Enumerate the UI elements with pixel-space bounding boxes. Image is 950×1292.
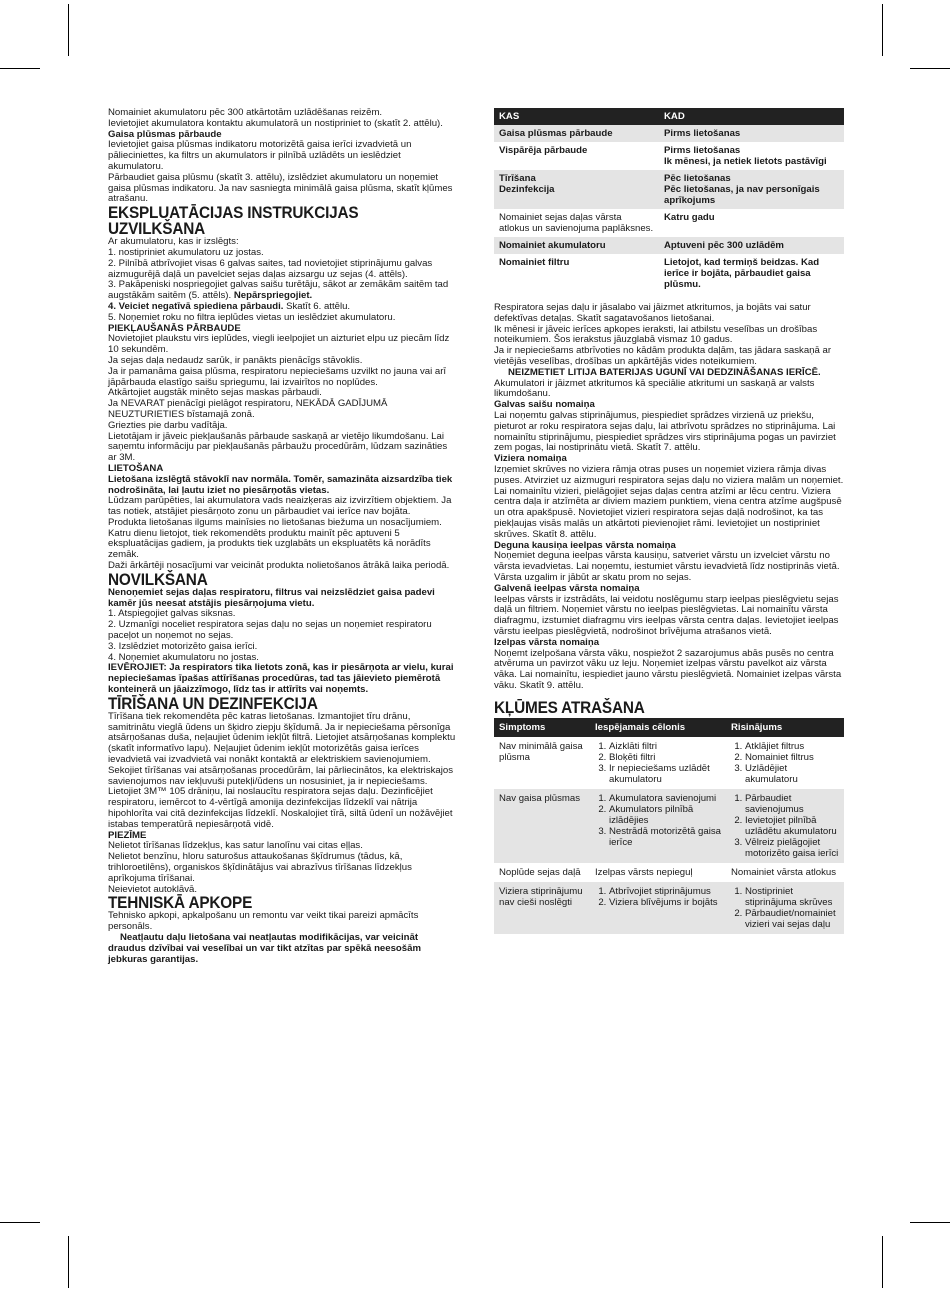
troubleshooting-table [494,718,844,934]
table-row [494,142,844,170]
cause-item: 2. Bloķēti filtri [609,752,721,763]
note-text: Neievietot autoklāvā. [108,883,198,895]
inhalation-text: Ieelpas vārsts ir izstrādāts, lai veidotu noslēgumu starp ieelpas pieslēgvietu sejas daļā un filtriem. Noņemiet vārstu no ieelpas pieslēgvietas. Lai nomainītu vārsta diafragmu, izstumiet diafragmu virs ieelpas vārsta centra daļas. Ievietojiet ieelpas vārstu ieelpas pieslēgvietā, nodrošinot brīvējuma atrašanos vietā. [494,593,839,637]
crop-mark [0,1222,40,1223]
intro-line: Ievietojiet akumulatora kontaktu akumulatorā un nostipriniet to (skatīt 2. attēlu). [108,117,443,129]
donning-step-bold: 4. Veiciet negatīvā spiediena pārbaudi. [108,300,284,312]
crop-mark [68,4,69,56]
doffing-title: NOVILKŠANA [108,570,208,589]
table-cell-when: Pirms lietošanas Ik mēnesi, ja netiek lietots pastāvīgi [659,142,844,170]
table-cell-what: Vispārēja pārbaude [494,142,659,170]
crop-mark [0,68,40,69]
note-heading: PIEZĪME [108,829,147,841]
remedy-item: 1. Nostipriniet stiprinājuma skrūves [745,886,839,908]
airflow-heading: Gaisa plūsmas pārbaude [108,128,222,140]
donning-title: UZVILKŠANA [108,220,206,239]
cause-item: 2. Viziera blīvējums ir bojāts [609,897,721,908]
table-cell-what: Gaisa plūsmas pārbaude [494,125,659,142]
table-cell-what: Tīrīšana Dezinfekcija [494,170,659,209]
cause-item: 3. Nestrādā motorizētā gaisa ierīce [609,826,721,848]
donning-step: 5. Noņemiet roku no filtra ieplūdes vietas un ieslēdziet akumulatoru. [108,311,396,323]
donning-step [108,280,458,302]
remedy-item: 2. Ievietojiet pilnībā uzlādētu akumulatoru [745,815,839,837]
right-column [494,108,844,934]
storage-text: Respiratora sejas daļu ir jāsalabo vai jāizmet atkritumos, ja bojāts vai satur defektīvas detaļas. Skatīt sagatavošanos lietošanai. [494,302,811,324]
table-row [494,789,844,863]
note-text: Nelietot benzīnu, hloru saturošus attaukošanas šķīdrumus (tādus, kā, trihloroetilēns), organiskos šķīdinātājus vai abrazīvus tīrīšanas līdzekļus aprīkojuma tīrīšanai. [108,851,412,884]
maintenance-title: TEHNISKĀ APKOPE [108,894,253,913]
crop-mark [882,4,883,56]
table-row [494,737,844,789]
doffing-warning: Nenoņemiet sejas daļas respiratoru, filtrus vai neizslēdziet gaisa padevi kamēr jūs neesat atstājis piesārņojuma vietu. [108,586,435,609]
donning-intro: Ar akumulatoru, kas ir izslēgts: [108,236,239,248]
cause-item: 1. Akumulatora savienojumi [609,793,721,804]
doffing-step: 4. Noņemiet akumulatoru no jostas. [108,651,259,663]
remedy-item: 2. Pārbaudiet/nomainiet vizieri vai sejas daļu [745,908,839,930]
storage-text: Ik mēnesi ir jāveic ierīces apkopes ieraksti, lai atbilstu veselības un drošības noteikumiem. Šos ierakstus jāuzglabā vismaz 10 gadus. [494,323,818,346]
troubleshooting-title: KĻŪMES ATRAŠANA [494,698,645,717]
table-cell-what: Nomainiet sejas daļas vārsta atlokus un savienojuma paplāksnes. [494,209,659,237]
donning-step: 2. Pilnībā atbrīvojiet visas 6 galvas saites, tad novietojiet stiprinājumu galvas aizmugurējā daļā un pavelciet sejas daļas aizsargu uz sejas (4. attēls). [108,257,433,280]
cause-item: 1. Aizklāti filtri [609,741,721,752]
crop-mark [68,1236,69,1288]
table-header-cell: KAS [494,108,659,125]
table-row [494,170,844,209]
exhalation-text: Noņemt izelpošana vārsta vāku, nospiežot 2 sazarojumus abās pusēs no centra atvēruma un pavirzot vāku uz leju. Noņemiet izelpas vārstu pavelkot aiz vārsta vāka. Lai nomainītu, iespiediet jauno vārstu pieslēgvietā. Nomainiet izelpas vārsta vāku. Skatīt 9. attēlu. [494,647,842,691]
donning-step-warning: Nepārspriegojiet. [233,290,313,302]
visor-text: Izņemiet skrūves no viziera rāmja otras puses un noņemiet viziera rāmja divas puses. Atvirziet uz aizmuguri respiratora sejas daļu no viziera malām un noņemiet. Lai nomainītu vizieri, pielāgojiet sejas daļas centra atzīmi ar lēcu centru. Viziera centra daļa ir atzīmēta ar diviem maziem punktiem, viena centra atzīme augšpusē un otra apakšpusē. Novietojiet vizieri respiratora sejas daļā nodrošinot, ka tas piekļaujas visās malās un atkārtoti pievienojiet rāmi. Ievietojiet un nostipriniet skrūves. Skatīt 8. attēlu. [494,463,844,540]
remedy-item: 1. Atklājiet filtrus [745,741,839,752]
remedy-item: 1. Pārbaudiet savienojumus [745,793,839,815]
table-row [494,209,844,237]
battery-warning: NEIZMETIET LITIJA BATERIJAS UGUNĪ VAI DEDZINĀŠANAS IERĪCĒ. [508,366,821,378]
table-cell-what: Nomainiet filtru [494,254,659,293]
table-cell-when: Aptuveni pēc 300 uzlādēm [659,237,844,254]
use-heading: LIETOŠANA [108,462,164,474]
table-header-cell: KAD [659,108,844,125]
table-row [494,237,844,254]
remedy-item: 3. Uzlādējiet akumulatoru [745,763,839,785]
fit-text: Ja sejas daļa nedaudz sarūk, ir panākts pienācīgs stāvoklis. [108,354,363,366]
remedy-cell: Nomainiet vārsta atlokus [726,863,844,882]
nosecup-text: Noņemiet deguna ieelpas vārsta kausiņu, satveriet vārstu un izvelciet vārstu no vārsta ievadvietas. Lai noņemtu, iestumiet vārstu ievadvietā līdz nostiprinās vietā. Vārsta uzgalim ir jābūt ar skatu prom no sejas. [494,550,840,583]
inhalation-heading: Galvenā ieelpas vārsta nomaiņa [494,582,640,594]
headstrap-text: Lai noņemtu galvas stiprinājumus, piespiediet sprādzes virzienā uz priekšu, pieturot ar roku respiratora sejas daļu, lai atbrīvotu sprādzes no stiprinājuma. Lai nomainītu stiprinājumu, piespiediet sprādzes virs stiprinājuma pogas un pavirziet zem pogas, lai nostiprinātu vietā. Skatīt 7. attēlu. [494,409,836,454]
remedy-item: 3. Vēlreiz pielāgojiet motorizēto gaisa ierīci [745,837,839,859]
maintenance-text: Tehnisko apkopi, apkalpošanu un remontu var veikt tikai pareizi apmācīts personāls. [108,910,419,933]
left-column [108,108,458,965]
cause-cell: Izelpas vārsts nepieguļ [590,863,726,882]
airflow-text: Ievietojiet gaisa plūsmas indikatoru motorizētā gaisa ierīci izvadvietā un pālieciniettes, ka filtrs un akumulators ir pilnībā uzlādēts un ieslēdziet akumulatoru. [108,139,412,172]
use-text: Daži ārkārtēji nosacījumi var veicināt produkta nolietošanos ātrākā laika periodā. [108,560,450,572]
cause-item: 1. Atbrīvojiet stiprinājumus [609,886,721,897]
remedy-item: 2. Nomainiet filtrus [745,752,839,763]
symptom-cell: Nav gaisa plūsmas [494,789,590,863]
fit-text: Novietojiet plaukstu virs ieplūdes, viegli ieelpojiet un aizturiet elpu uz piecām līdz 10 sekundēm. [108,333,450,356]
maintenance-warning: Neatļautu daļu lietošana vai neatļautas modifikācijas, var veicināt draudus dzīvībai vai veselībai un var tikt atzītas par spēkā neesošām jebkuras garantijas. [108,931,421,965]
battery-text: Akumulatori ir jāizmet atkritumos kā speciālie atkritumi un saskaņā ar valsts likumdošanu. [494,377,815,400]
table-header-row [494,108,844,125]
table-cell-when: Pirms lietošanas [659,125,844,142]
table-header-cell: Risinājums [726,718,844,737]
symptom-cell: Noplūde sejas daļā [494,863,590,882]
table-row [494,254,844,293]
table-header-cell: Simptoms [494,718,590,737]
cleaning-title: TĪRĪŠANA UN DEZINFEKCIJA [108,694,318,713]
table-header-cell: Iespējamais cēlonis [590,718,726,737]
headstrap-heading: Galvas saišu nomaiņa [494,399,595,411]
crop-mark [882,1236,883,1288]
cleaning-text: Tīrīšana tiek rekomendēta pēc katras lietošanas. Izmantojiet tīru drānu, samitrinātu vieglā ūdens un šķidro ziepju šķīdumā. Ja ir nepieciešama pērsonīga atsārņošanas duša, neļaujiet ūdenim iekļūt filtrā. Lietojiet atsārņošanas komplektu (skatīt informatīvo lapu). Neļaujiet ūdenim iekļūt motorizētās gaisa ierīces ievadvietā vai izvadvietā vai nonākt kontaktā ar elektriskiem savienojumiem. Sekojiet tīrīšanas vai atsārņošanas procedūrām, lai pārliecinātos, ka elektriskajos savienojumos nav iekļuvuši putekļi/ūdens un nosusiniet, ja ir nepieciešams. Lietojiet 3M™ 105 drāniņu, lai noslaucītu respiratora sejas daļu. Dezinficējiet respiratoru, iemērcot to 4-vērtīgā amonija dezinfekcijas līdzeklī vai nātrija hipohlorīta vai citā dezinfekcijas līdzeklī. Noskalojiet tīrā, siltā ūdenī un nožāvējiet istabas temperatūrā nepiesārņotā vidē. [108,710,456,830]
remedy-cell [726,737,844,789]
note-text: Nelietot tīrīšanas līdzekļus, kas satur lanolīnu vai citas eļļas. [108,840,363,852]
crop-mark [910,68,950,69]
symptom-cell: Nav minimālā gaisa plūsma [494,737,590,789]
cause-cell [590,789,726,863]
donning-step-ref: Skatīt 6. attēlu. [283,300,351,312]
doffing-note: IEVĒROJIET: Ja respirators tika lietots zonā, kas ir piesārņota ar vielu, kurai nepieciešamas īpašas attīrīšanas procedūras, tad tas jāievieto piemērotā konteinerā un jāaizzīmogo, līdz tas ir attīrīts vai noņemts. [108,662,454,696]
remedy-cell [726,789,844,863]
table-row [494,882,844,934]
fit-text: Lietotājam ir jāveic piekļaušanās pārbaude saskaņā ar vietējo likumdošanu. Lai saņemtu informāciju par piekļaušanās pārbaužu procedūrām, lūdzam sazināties ar 3M. [108,430,448,464]
crop-mark [910,1222,950,1223]
cause-item: 3. Ir nepieciešams uzlādēt akumulatoru [609,763,721,785]
fit-text: Ja NEVARAT pienācīgi pielāgot respiratoru, NEKĀDĀ GADĪJUMĀ NEUZTURIETIES bīstamajā zonā. [108,398,388,420]
symptom-cell: Viziera stiprinājumu nav cieši noslēgti [494,882,590,934]
donning-step: 1. nostipriniet akumulatoru uz jostas. [108,246,264,258]
nosecup-heading: Deguna kausiņa ieelpas vārsta nomaiņa [494,539,676,551]
table-cell-when: Pēc lietošanas Pēc lietošanas, ja nav personīgais aprīkojums [659,170,844,209]
table-row [494,863,844,882]
doffing-step: 2. Uzmanīgi noceliet respiratora sejas daļu no sejas un noņemiet respiratoru paceļot un noņemot no sejas. [108,619,432,642]
donning-step-text: 3. Pakāpeniski nospriegojiet galvas saišu turētāju, sākot ar zemākām saitēm tad augstākām saitēm (5. attēls). [108,279,449,302]
use-warning: Lietošana izslēgtā stāvoklī nav normāla. Tomēr, samazināta aizsardzība tiek nodrošināta, lai ļautu iziet no piesārņotās vietas. [108,473,453,496]
use-text: Lūdzam parūpēties, lai akumulatora vads neaizķeras aiz izvirzītiem objektiem. Ja tas notiek, atstājiet piesārņoto zonu un pārbaudiet vai ierīce nav bojāta. [108,495,452,518]
table-header-row [494,718,844,737]
table-row [494,125,844,142]
fit-text: Griezties pie darbu vadītāja. [108,419,228,431]
fit-text: Atkārtojiet augstāk minēto sejas maskas pārbaudi. [108,387,322,399]
cause-cell [590,737,726,789]
maintenance-schedule-table [494,108,844,293]
fit-heading: PIEKĻAUŠANĀS PĀRBAUDE [108,322,241,334]
storage-text: Ja ir nepieciešams atbrīvoties no kādām produkta daļām, tas jādara saskaņā ar vietējās veselības, drošības un apkārtējās vides noteikumiem. [494,345,832,367]
visor-heading: Viziera nomaiņa [494,453,567,465]
fit-text: Ja ir pamanāma gaisa plūsma, respiratoru nepieciešams uzvilkt no jauna vai arī jāpārbauda elastīgo saišu spriegumu, lai izvairītos no noplūdes. [108,365,447,388]
table-cell-when: Lietojot, kad termiņš beidzas. Kad ierīce ir bojāta, pārbaudiet gaisa plūsmu. [659,254,844,293]
use-text: Produkta lietošanas ilgums mainīsies no lietošanas biežuma un nosacījumiem. Katru dienu lietojot, tiek rekomendēts produktu mainīt pēc aptuveni 5 ekspluatācijas gadiem, ja produkts tiek uzglabāts un ekspluatēts kā norādīts zemāk. [108,516,442,561]
airflow-text: Pārbaudiet gaisa plūsmu (skatīt 3. attēlu), izslēdziet akumulatoru un noņemiet gaisa plūsmas indikatoru. Ja nav sasniegta minimālā gaisa plūsma, skatīt kļūmes atrašanu. [108,171,453,205]
intro-line: Nomainiet akumulatoru pēc 300 atkārtotām uzlādēšanas reizēm. [108,107,383,118]
ops-title: EKSPLUATĀCIJAS INSTRUKCIJAS [108,204,359,223]
cause-cell [590,882,726,934]
doffing-step: 1. Atspiegojiet galvas siksnas. [108,608,236,620]
doffing-step: 3. Izslēdziet motorizēto gaisa ierīci. [108,640,258,652]
exhalation-heading: Izelpas vārsta nomaiņa [494,636,600,648]
table-cell-when: Katru gadu [659,209,844,237]
table-cell-what: Nomainiet akumulatoru [494,237,659,254]
remedy-cell [726,882,844,934]
cause-item: 2. Akumulators pilnībā izlādējies [609,804,721,826]
